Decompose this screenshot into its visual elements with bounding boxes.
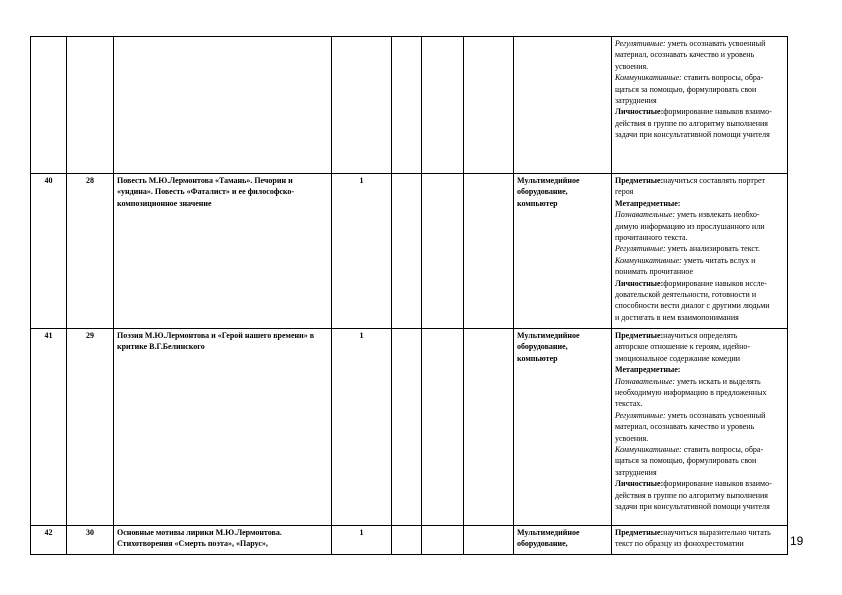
result-text: научиться определять [663, 331, 738, 340]
result-line [615, 186, 784, 197]
result-category-label: Регулятивные: [615, 39, 666, 48]
result-text: довательской деятельности, готовности и [615, 290, 757, 300]
result-text: усвоения. [615, 433, 649, 443]
result-line [615, 209, 784, 220]
result-line [615, 387, 784, 398]
lesson-equipment-cell: Мультимедийное оборудование, компьютер [514, 329, 612, 526]
blank-cell [392, 329, 422, 526]
result-line [615, 84, 784, 95]
result-line [615, 106, 784, 117]
learning-results-cell [612, 174, 788, 329]
result-text: героя [615, 187, 634, 197]
result-category-label: Регулятивные: [615, 410, 666, 420]
lesson-hours-cell: 1 [332, 329, 392, 526]
result-text: формирование навыков взаимо- [663, 107, 772, 117]
blank-cell [464, 329, 514, 526]
result-category-label: Личностные: [615, 107, 664, 117]
result-line [615, 410, 784, 421]
result-text: действия в группе по алгоритму выполнения [615, 118, 768, 128]
result-text: материал, осознавать качество и уровень [615, 422, 755, 432]
blank-cell [422, 329, 464, 526]
result-line [615, 478, 784, 489]
result-text: необходимую информацию в предложенных [615, 388, 767, 398]
result-category-label: Предметные: [615, 176, 664, 185]
lesson-number-cell: 40 [31, 174, 67, 329]
result-line [615, 61, 784, 72]
result-line [615, 527, 784, 538]
result-line [615, 421, 784, 432]
result-line [615, 364, 784, 375]
result-category-label: Регулятивные: [615, 244, 666, 254]
result-category-label: Личностные: [615, 278, 664, 288]
result-text: щаться за помощью, формулировать свои [615, 84, 757, 94]
result-text: прочитанного текста. [615, 233, 688, 243]
result-text: затруднения [615, 467, 657, 477]
result-category-label: Предметные: [615, 331, 664, 340]
lesson-subnumber-cell: 28 [67, 174, 114, 329]
lesson-number-cell: 41 [31, 329, 67, 526]
learning-results-cell [612, 37, 788, 174]
blank-cell [422, 526, 464, 555]
result-text: уметь извлекать необхо- [675, 210, 760, 220]
result-line [615, 330, 784, 341]
result-text: уметь искать и выделять [675, 376, 761, 386]
lesson-equipment-cell: Мультимедийное оборудование, компьютер [514, 174, 612, 329]
lesson-subnumber-cell [67, 37, 114, 174]
result-text: научиться выразительно читать [663, 528, 771, 537]
result-line [615, 175, 784, 186]
result-text: способности вести диалог с другими людьми [615, 301, 770, 311]
result-line [615, 312, 784, 323]
result-text: научиться составлять портрет [663, 176, 766, 185]
result-line [615, 376, 784, 387]
result-line [615, 198, 784, 209]
result-text: усвоения. [615, 61, 649, 71]
result-text: уметь осознавать усвоенный [665, 410, 766, 420]
result-category-label: Метапредметные: [615, 198, 681, 208]
result-line [615, 38, 784, 49]
result-category-label: Познавательные: [615, 210, 676, 220]
result-text: авторское отношение к героям, идейно- [615, 342, 751, 352]
blank-cell [422, 37, 464, 174]
result-text: затруднения [615, 96, 657, 106]
result-text: задачи при консультативной помощи учителя [615, 502, 770, 512]
lesson-subnumber-cell: 30 [67, 526, 114, 555]
result-text: понимать прочитанное [615, 267, 694, 277]
result-text: задачи при консультативной помощи учителя [615, 130, 770, 140]
blank-cell [392, 526, 422, 555]
table-row [31, 526, 788, 555]
result-line [615, 255, 784, 266]
result-category-label: Коммуникативные: [615, 445, 682, 455]
result-text: эмоциональное содержание комедии [615, 353, 741, 363]
blank-cell [392, 37, 422, 174]
lesson-plan-table [30, 36, 788, 555]
result-text: текстах. [615, 399, 643, 409]
page-number: 19 [790, 534, 804, 548]
result-category-label: Предметные: [615, 528, 664, 537]
lesson-topic-cell: Поэзия М.Ю.Лермонтова и «Герой нашего времени» в критике В.Г.Белинского [114, 329, 332, 526]
result-line [615, 398, 784, 409]
result-line [615, 289, 784, 300]
result-line [615, 501, 784, 512]
result-text: димую информацию из прослушанного или [615, 221, 765, 231]
result-line [615, 467, 784, 478]
result-line [615, 72, 784, 83]
result-line [615, 538, 784, 549]
result-text: формирование навыков иссле- [663, 278, 767, 288]
result-text: материал, осознавать качество и уровень [615, 50, 755, 60]
result-line [615, 221, 784, 232]
result-text: формирование навыков взаимо- [663, 479, 772, 489]
lesson-equipment-cell [514, 37, 612, 174]
result-text: и достигать в нем взаимопонимания [615, 312, 739, 322]
result-category-label: Познавательные: [615, 376, 676, 386]
result-line [615, 490, 784, 501]
result-line [615, 266, 784, 277]
lesson-number-cell: 42 [31, 526, 67, 555]
blank-cell [464, 174, 514, 329]
learning-results-cell [612, 526, 788, 555]
result-line [615, 243, 784, 254]
blank-cell [464, 526, 514, 555]
blank-cell [422, 174, 464, 329]
lesson-equipment-cell: Мультимедийное оборудование, [514, 526, 612, 555]
learning-results-cell [612, 329, 788, 526]
result-line [615, 341, 784, 352]
lesson-topic-cell: Основные мотивы лирики М.Ю.Лермонтова. Стихотворения «Смерть поэта», «Парус», [114, 526, 332, 555]
result-text: уметь осознавать усвоенный [665, 39, 766, 48]
blank-cell [392, 174, 422, 329]
table-row [31, 174, 788, 329]
result-text: текст по образцу из фонохрестоматии [615, 539, 744, 549]
result-line [615, 95, 784, 106]
lesson-subnumber-cell: 29 [67, 329, 114, 526]
result-line [615, 300, 784, 311]
result-text: действия в группе по алгоритму выполнения [615, 490, 768, 500]
result-line [615, 118, 784, 129]
result-text: уметь анализировать текст. [665, 244, 760, 254]
lesson-hours-cell: 1 [332, 526, 392, 555]
result-text: щаться за помощью, формулировать свои [615, 456, 757, 466]
result-line [615, 353, 784, 364]
lesson-hours-cell: 1 [332, 174, 392, 329]
lesson-hours-cell [332, 37, 392, 174]
result-category-label: Личностные: [615, 479, 664, 489]
result-line [615, 278, 784, 289]
blank-cell [464, 37, 514, 174]
result-line [615, 129, 784, 140]
lesson-topic-cell [114, 37, 332, 174]
result-line [615, 455, 784, 466]
result-category-label: Метапредметные: [615, 365, 681, 375]
result-text: уметь читать вслух и [681, 255, 756, 265]
result-line [615, 433, 784, 444]
result-line [615, 49, 784, 60]
lesson-topic-cell: Повесть М.Ю.Лермонтова «Тамань». Печорин и «ундина». Повесть «Фаталист» и ее философско-композиционное значение [114, 174, 332, 329]
result-text: ставить вопросы, обра- [681, 73, 764, 83]
result-line [615, 232, 784, 243]
result-category-label: Коммуникативные: [615, 73, 682, 83]
result-category-label: Коммуникативные: [615, 255, 682, 265]
table-row [31, 329, 788, 526]
result-text: ставить вопросы, обра- [681, 445, 764, 455]
table-row [31, 37, 788, 174]
lesson-number-cell [31, 37, 67, 174]
result-line [615, 444, 784, 455]
